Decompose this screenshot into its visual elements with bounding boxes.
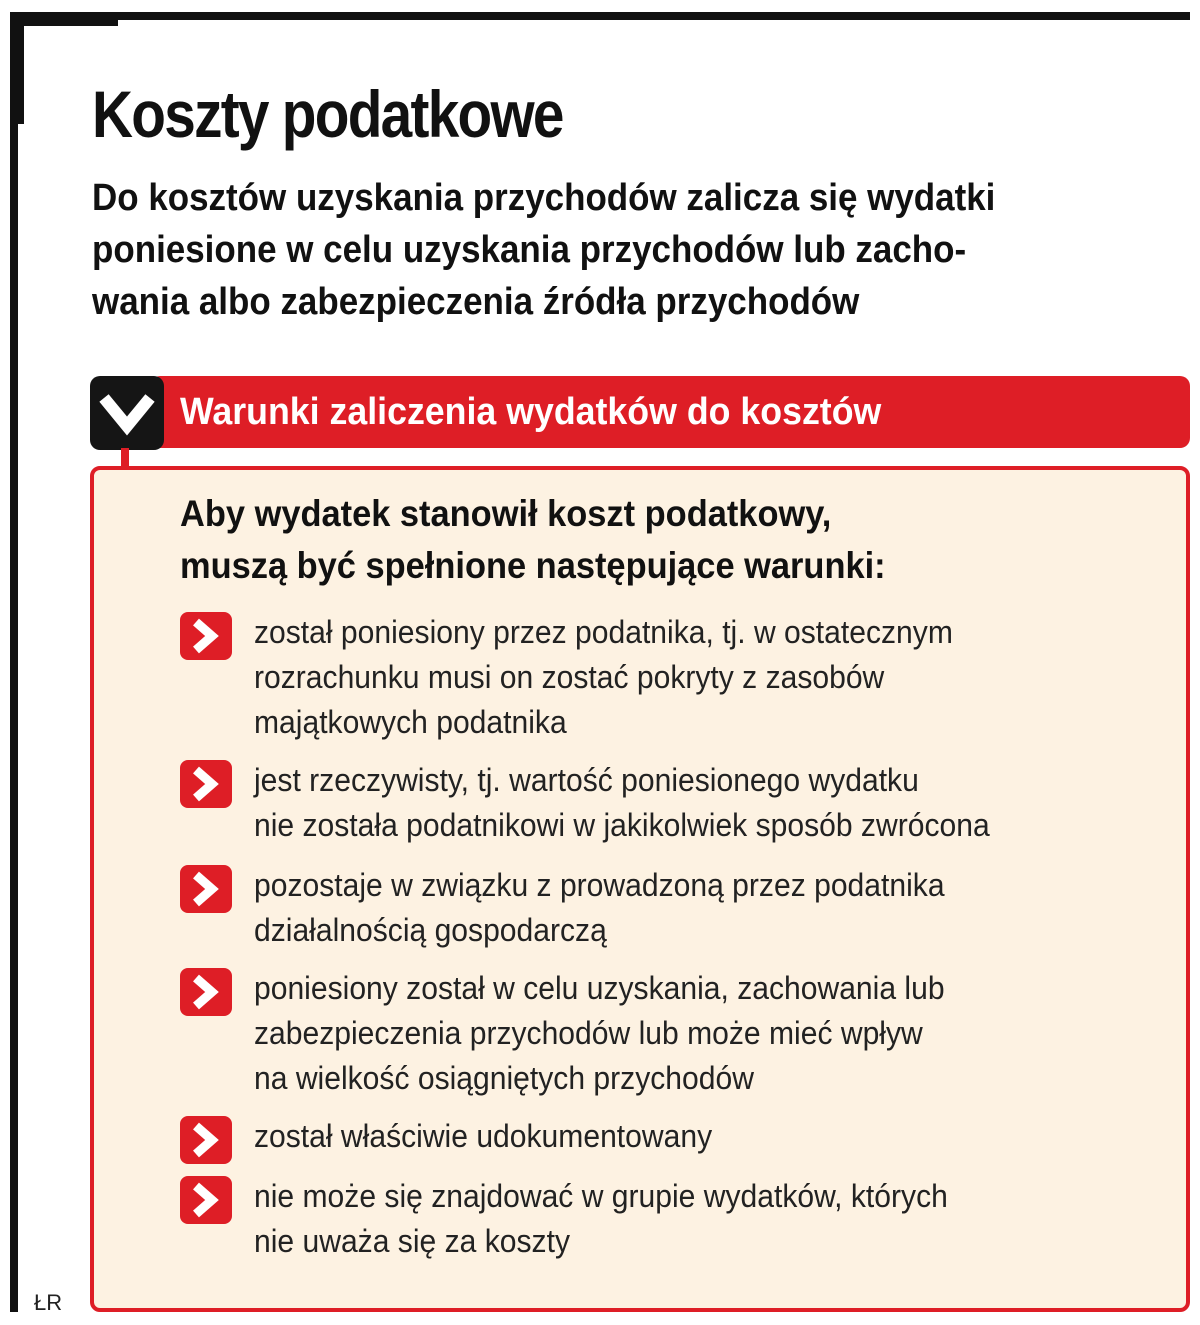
list-item-line: zabezpieczenia przychodów lub może mieć wpływ — [254, 1015, 923, 1051]
panel-heading-line: Aby wydatek stanowił koszt podatkowy, — [180, 493, 832, 534]
chevron-right-icon — [180, 1176, 232, 1224]
chevron-right-icon — [180, 760, 232, 808]
frame-top-rule — [10, 12, 1190, 20]
list-item-line: pozostaje w związku z prowadzoną przez podatnika — [254, 867, 945, 903]
banner-connector — [121, 448, 129, 468]
lead-line: poniesione w celu uzyskania przychodów lub zacho- — [92, 229, 967, 271]
list-item-line: jest rzeczywisty, tj. wartość poniesionego wydatku — [254, 762, 919, 798]
section-banner-label: Warunki zaliczenia wydatków do kosztów — [180, 391, 882, 433]
list-item-line: rozrachunku musi on zostać pokryty z zasobów — [254, 659, 885, 695]
list-item-line: poniesiony został w celu uzyskania, zachowania lub — [254, 970, 945, 1006]
list-item-line: na wielkość osiągniętych przychodów — [254, 1060, 754, 1096]
panel-heading — [180, 488, 1110, 592]
list-item-line: nie może się znajdować w grupie wydatków, których — [254, 1178, 948, 1214]
list-item-line: nie uważa się za koszty — [254, 1223, 570, 1259]
list-item-text — [254, 758, 1156, 848]
list-item-line: działalnością gospodarczą — [254, 912, 607, 948]
lead-line: wania albo zabezpieczenia źródła przychodów — [92, 281, 860, 323]
chevron-right-icon — [180, 865, 232, 913]
list-item-text — [254, 863, 1156, 953]
chevron-right-icon — [180, 612, 232, 660]
page-title: Koszty podatkowe — [92, 77, 563, 151]
lead-paragraph — [92, 172, 1187, 328]
frame-corner-left — [10, 12, 24, 124]
frame-corner-top — [10, 12, 118, 26]
panel-heading-line: muszą być spełnione następujące warunki: — [180, 545, 886, 586]
list-item-line: nie została podatnikowi w jakikolwiek sposób zwrócona — [254, 807, 990, 843]
list-item-text — [254, 966, 1156, 1101]
author-credit: ŁR — [34, 1290, 63, 1315]
list-item-text — [254, 610, 1156, 745]
list-item-text — [254, 1174, 1156, 1264]
chevron-down-icon — [90, 376, 164, 450]
chevron-right-icon — [180, 968, 232, 1016]
list-item-line: został poniesiony przez podatnika, tj. w ostatecznym — [254, 614, 953, 650]
lead-line: Do kosztów uzyskania przychodów zalicza się wydatki — [92, 177, 996, 219]
list-item-line: majątkowych podatnika — [254, 704, 567, 740]
list-item-line: został właściwie udokumentowany — [254, 1118, 713, 1154]
frame-left-rule — [10, 12, 18, 1312]
list-item-text — [254, 1114, 1156, 1159]
chevron-right-icon — [180, 1116, 232, 1164]
